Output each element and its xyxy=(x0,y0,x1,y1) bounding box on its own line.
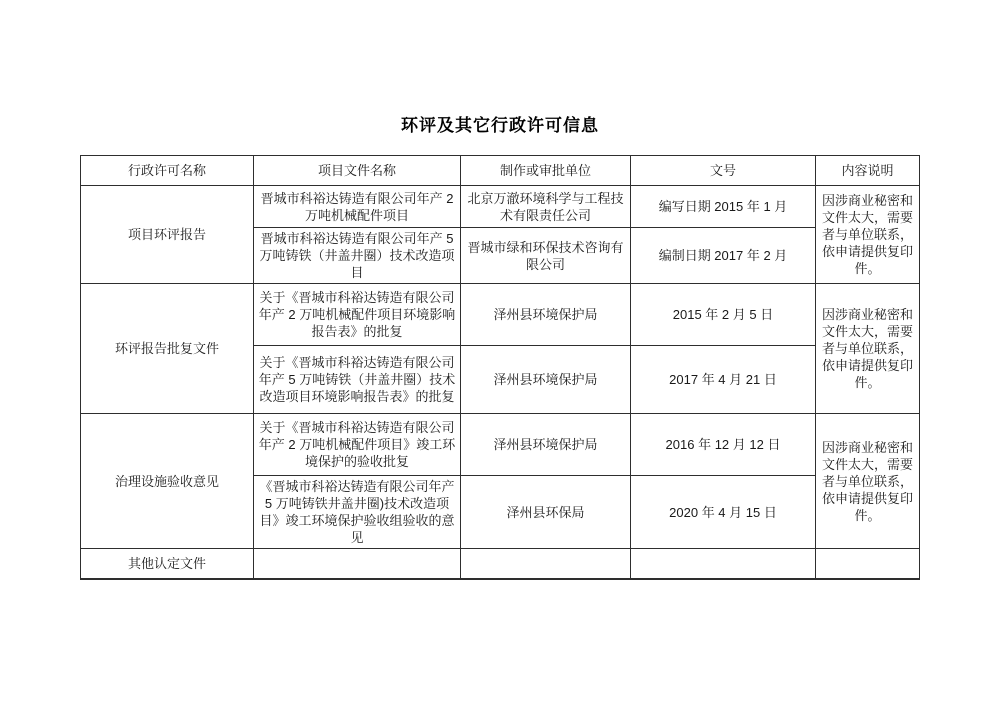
column-header-unit: 制作或审批单位 xyxy=(461,156,631,186)
table-row xyxy=(81,186,920,228)
permit-name-cell: 其他认定文件 xyxy=(81,549,254,579)
content-note-cell xyxy=(816,549,920,579)
column-header-number: 文号 xyxy=(631,156,816,186)
column-header-document: 项目文件名称 xyxy=(254,156,461,186)
doc-number-cell xyxy=(631,549,816,579)
content-note-cell: 因涉商业秘密和文件太大，需要者与单位联系，依申请提供复印件。 xyxy=(816,284,920,414)
issuing-unit-cell: 泽州县环境保护局 xyxy=(461,284,631,346)
document-name-cell xyxy=(254,549,461,579)
issuing-unit-cell: 泽州县环境保护局 xyxy=(461,346,631,414)
content-note-cell: 因涉商业秘密和文件太大，需要者与单位联系，依申请提供复印件。 xyxy=(816,186,920,284)
document-name-cell: 《晋城市科裕达铸造有限公司年产 5 万吨铸铁井盖井圈)技术改造项目》竣工环境保护验收组验收的意见 xyxy=(254,476,461,549)
issuing-unit-cell: 晋城市绿和环保技术咨询有限公司 xyxy=(461,228,631,284)
permit-name-cell: 环评报告批复文件 xyxy=(81,284,254,414)
permit-name-cell: 项目环评报告 xyxy=(81,186,254,284)
column-header-permit: 行政许可名称 xyxy=(81,156,254,186)
page-title: 环评及其它行政许可信息 xyxy=(401,116,599,135)
document-name-cell: 晋城市科裕达铸造有限公司年产 2 万吨机械配件项目 xyxy=(254,186,461,228)
doc-number-cell: 编写日期 2015 年 1 月 xyxy=(631,186,816,228)
document-name-cell: 关于《晋城市科裕达铸造有限公司年产 5 万吨铸铁（井盖井圈）技术改造项目环境影响报告表》的批复 xyxy=(254,346,461,414)
doc-number-cell: 编制日期 2017 年 2 月 xyxy=(631,228,816,284)
doc-number-cell: 2020 年 4 月 15 日 xyxy=(631,476,816,549)
doc-number-cell: 2017 年 4 月 21 日 xyxy=(631,346,816,414)
document-name-cell: 关于《晋城市科裕达铸造有限公司年产 2 万吨机械配件项目》竣工环境保护的验收批复 xyxy=(254,414,461,476)
document-name-cell: 晋城市科裕达铸造有限公司年产 5 万吨铸铁（井盖井圈）技术改造项目 xyxy=(254,228,461,284)
doc-number-cell: 2015 年 2 月 5 日 xyxy=(631,284,816,346)
permit-name-cell: 治理设施验收意见 xyxy=(81,414,254,549)
issuing-unit-cell xyxy=(461,549,631,579)
permits-table xyxy=(80,155,920,580)
content-note-cell: 因涉商业秘密和文件太大，需要者与单位联系，依申请提供复印件。 xyxy=(816,414,920,549)
issuing-unit-cell: 泽州县环保局 xyxy=(461,476,631,549)
table-row xyxy=(81,284,920,346)
document-name-cell: 关于《晋城市科裕达铸造有限公司年产 2 万吨机械配件项目环境影响报告表》的批复 xyxy=(254,284,461,346)
column-header-note: 内容说明 xyxy=(816,156,920,186)
doc-number-cell: 2016 年 12 月 12 日 xyxy=(631,414,816,476)
table-header-row xyxy=(81,156,920,186)
issuing-unit-cell: 泽州县环境保护局 xyxy=(461,414,631,476)
table-row xyxy=(81,549,920,579)
table-row xyxy=(81,414,920,476)
issuing-unit-cell: 北京万澈环境科学与工程技术有限责任公司 xyxy=(461,186,631,228)
